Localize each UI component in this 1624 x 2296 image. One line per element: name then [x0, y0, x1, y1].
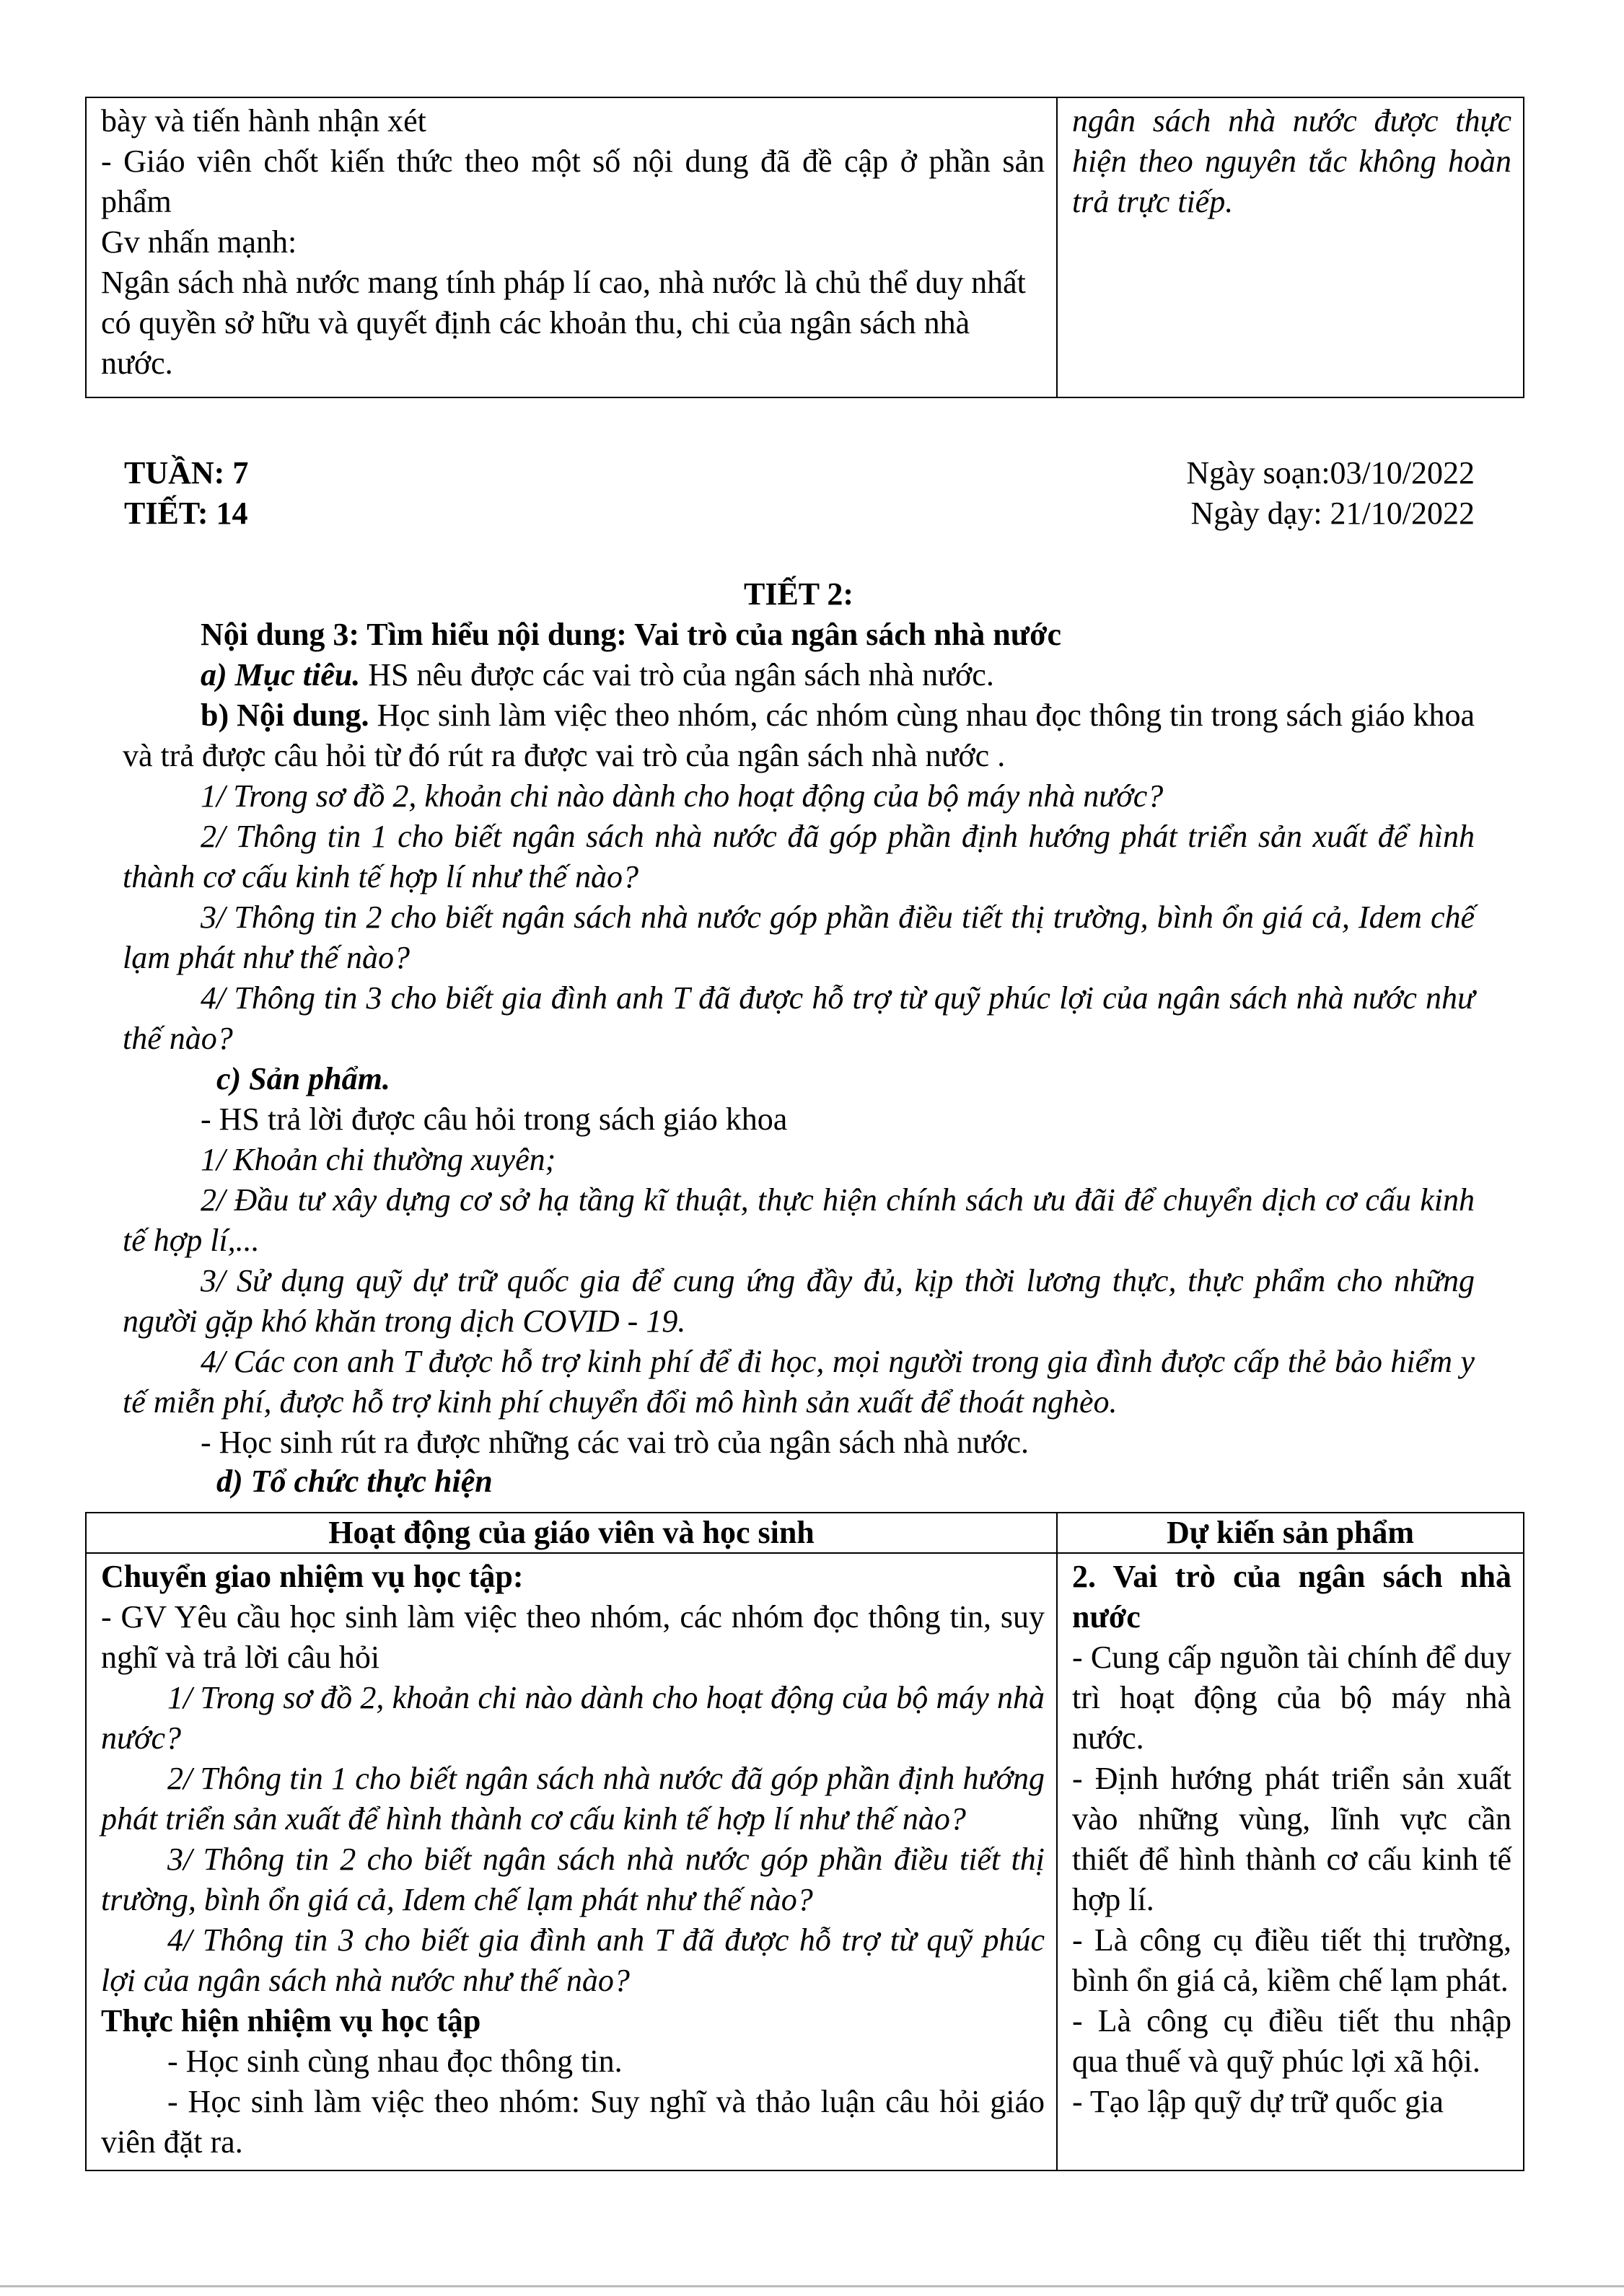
lesson-body [123, 574, 1475, 1500]
text-line: - Giáo viên chốt kiến thức theo một số nội dung đã đề cập ở phần sản phẩm [101, 144, 1045, 219]
question: 3/ Thông tin 2 cho biết ngân sách nhà nước góp phần điều tiết thị trường, bình ổn giá cả, Idem chế lạm phát như thế nào? [123, 900, 1475, 975]
role-item: - Cung cấp nguồn tài chính để duy trì hoạt động của bộ máy nhà nước. [1072, 1640, 1511, 1756]
assign-title: Chuyển giao nhiệm vụ học tập: [101, 1559, 524, 1594]
text-line: bày và tiến hành nhận xét [101, 103, 426, 138]
header-product: Dự kiến sản phẩm [1057, 1513, 1524, 1553]
week-label: TUẦN: 7 [124, 455, 249, 491]
prep-date: Ngày soạn:03/10/2022 [1186, 455, 1475, 491]
answer: 4/ Các con anh T được hỗ trợ kinh phí để đi học, mọi người trong gia đình được cấp thẻ bảo hiểm y tế miễn phí, được hỗ trợ kinh phí chuyển đổi mô hình sản xuất để thoát nghèo. [123, 1344, 1475, 1420]
text-line: Gv nhấn mạnh: [101, 224, 297, 260]
product-cell [1057, 97, 1524, 397]
answer: 1/ Khoản chi thường xuyên; [201, 1142, 556, 1177]
question: 2/ Thông tin 1 cho biết ngân sách nhà nước đã góp phần định hướng phát triển sản xuất để hình thành cơ cấu kinh tế hợp lí như thế nào? [101, 1761, 1045, 1837]
role-item: - Là công cụ điều tiết thu nhập qua thuế và quỹ phúc lợi xã hội. [1072, 2003, 1511, 2079]
answer: 2/ Đầu tư xây dựng cơ sở hạ tầng kĩ thuật, thực hiện chính sách ưu đãi để chuyển dịch cơ cấu kinh tế hợp lí,... [123, 1182, 1475, 1258]
assign-text: - GV Yêu cầu học sinh làm việc theo nhóm, các nhóm đọc thông tin, suy nghĩ và trả lời câu hỏi [101, 1599, 1045, 1675]
question: 3/ Thông tin 2 cho biết ngân sách nhà nước góp phần điều tiết thị trường, bình ổn giá cả, Idem chế lạm phát như thế nào? [101, 1842, 1045, 1917]
lesson-heading: TIẾT 2: [743, 576, 854, 612]
question: 4/ Thông tin 3 cho biết gia đình anh T đã được hỗ trợ từ quỹ phúc lợi của ngân sách nhà nước như thế nào? [123, 980, 1475, 1056]
perform-title: Thực hiện nhiệm vụ học tập [101, 2003, 481, 2038]
content-text: Học sinh làm việc theo nhóm, các nhóm cùng nhau đọc thông tin trong sách giáo khoa và trả được câu hỏi từ đó rút ra được vai trò của ngân sách nhà nước . [123, 698, 1475, 773]
text-line: ngân sách nhà nước được thực hiện theo nguyên tắc không hoàn trả trực tiếp. [1072, 103, 1511, 219]
objective-text: HS nêu được các vai trò của ngân sách nhà nước. [360, 657, 994, 692]
perform-item: - Học sinh cùng nhau đọc thông tin. [167, 2044, 623, 2079]
activity-cell [86, 97, 1057, 397]
period-label: TIẾT: 14 [124, 496, 248, 531]
role-item: - Định hướng phát triển sản xuất vào những vùng, lĩnh vực cần thiết để hình thành cơ cấu kinh tế hợp lí. [1072, 1761, 1511, 1917]
question: 1/ Trong sơ đồ 2, khoản chi nào dành cho hoạt động của bộ máy nhà nước? [201, 778, 1164, 814]
question: 2/ Thông tin 1 cho biết ngân sách nhà nước đã góp phần định hướng phát triển sản xuất để hình thành cơ cấu kinh tế hợp lí như thế nào? [123, 819, 1475, 894]
task-table [85, 1512, 1524, 2171]
continuation-table [85, 97, 1524, 398]
content-title: Nội dung 3: Tìm hiểu nội dung: Vai trò của ngân sách nhà nước [201, 617, 1062, 652]
org-label: d) Tổ chức thực hiện [216, 1464, 493, 1499]
product-label: c) Sản phẩm. [216, 1061, 390, 1096]
teach-date: Ngày dạy: 21/10/2022 [1190, 496, 1475, 531]
role-title: 2. Vai trò của ngân sách nhà nước [1072, 1559, 1511, 1635]
role-item: - Tạo lập quỹ dự trữ quốc gia [1072, 2084, 1444, 2119]
question: 4/ Thông tin 3 cho biết gia đình anh T đã được hỗ trợ từ quỹ phúc lợi của ngân sách nhà nước như thế nào? [101, 1922, 1045, 1998]
text-line: Ngân sách nhà nước mang tính pháp lí cao, nhà nước là chủ thể duy nhất có quyền sở hữu và quyết định các khoản thu, chi của ngân sách nhà nước. [101, 265, 1026, 381]
product-cell [1057, 1553, 1524, 2170]
table-header-row [86, 1513, 1524, 1553]
content-label: b) Nội dung. [201, 698, 369, 733]
role-item: - Là công cụ điều tiết thị trường, bình ổn giá cả, kiềm chế lạm phát. [1072, 1922, 1511, 1998]
lesson-meta [124, 453, 1475, 534]
table-row [86, 97, 1524, 397]
table-row [86, 1553, 1524, 2170]
answer: 3/ Sử dụng quỹ dự trữ quốc gia để cung ứng đầy đủ, kịp thời lương thực, thực phẩm cho những người gặp khó khăn trong dịch COVID - 19. [123, 1263, 1475, 1339]
objective-label: a) Mục tiêu. [201, 657, 361, 692]
activity-cell [86, 1553, 1057, 2170]
question: 1/ Trong sơ đồ 2, khoản chi nào dành cho hoạt động của bộ máy nhà nước? [101, 1680, 1045, 1756]
product-conclusion: - Học sinh rút ra được những các vai trò của ngân sách nhà nước. [201, 1425, 1030, 1460]
perform-item: - Học sinh làm việc theo nhóm: Suy nghĩ và thảo luận câu hỏi giáo viên đặt ra. [101, 2084, 1045, 2160]
page-edge-divider [0, 2285, 1624, 2287]
product-intro: - HS trả lời được câu hỏi trong sách giáo khoa [201, 1101, 788, 1137]
header-activity: Hoạt động của giáo viên và học sinh [86, 1513, 1057, 1553]
